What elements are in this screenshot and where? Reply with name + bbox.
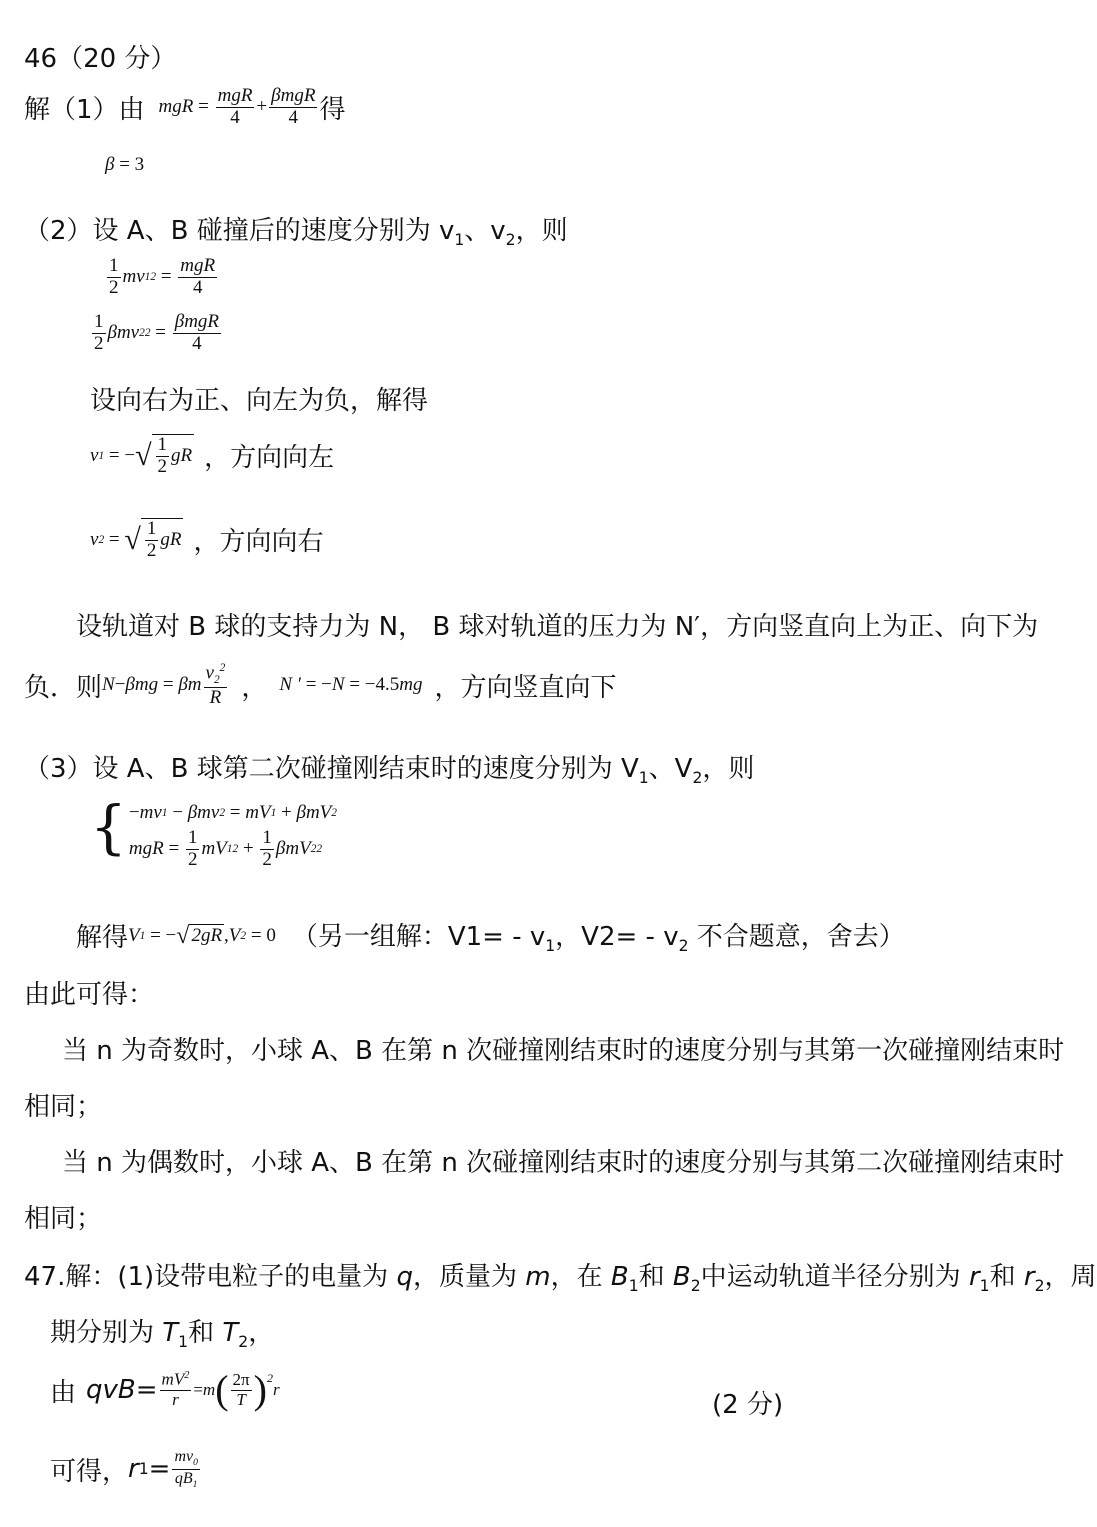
lorentz-equation: qvB = $\frac{mV^2}{r}$ = m ( $\frac{2\pi}{T}$ ) $^2$ r xyxy=(86,1367,280,1412)
reaction-force-equation: N ′ = −N = −4.5mg xyxy=(279,674,423,696)
part1-suffix: 得 xyxy=(319,94,346,125)
kinetic-eq-b: $\frac{1}{2}$ βmv 2 2 = $\frac{\text{βmgR}}{4}$ xyxy=(94,311,220,354)
momentum-equation: − mv 1 − βmv 2 = mV 1 + βmV 2 xyxy=(128,802,337,823)
normal-force-line: 设轨道对 B 球的支持力为 N， B 球对轨道的压力为 N′，方向竖直向上为正、向下为 xyxy=(76,612,1039,642)
v1-direction: ，方向向左 xyxy=(204,443,335,474)
beta-result: β = 3 xyxy=(105,154,145,175)
part3-solution: 解得 V 1 = − √ 2gR , V 2 = 0 （另一组解：$V1= - v_1$，$V2= - v_2$ 不合题意，舍去） xyxy=(76,916,905,955)
v1-formula: v 1 = − √ $\frac{1}{2}$ gR xyxy=(90,434,193,477)
part1-prefix: 解（1）由 xyxy=(24,94,145,125)
conclusion: 由此可得： xyxy=(24,980,155,1010)
lorentz-equation-line: 由 qvB = $\frac{mV^2}{r}$ = m ( $\frac{2\pi}{T}$ ) $^2$ r xyxy=(50,1367,280,1412)
kinetic-eq-a: $\frac{1}{2}$ mv 1 2 = $\frac{\text{mgR}}{4}$ xyxy=(109,255,216,298)
other-solution: （另一组解：$V1= - v_1$，$V2= - v_2$ 不合题意，舍去） xyxy=(291,922,905,956)
sign-convention: 设向右为正、向左为负，解得 xyxy=(90,386,429,416)
collision-system: { − mv 1 − βmv 2 = mV 1 + βmV 2 mgR = $\frac{1}{2}$ mV 1 2 + $\frac{1}{2}$ βmV 2 2 xyxy=(90,793,337,870)
v1-line xyxy=(90,434,334,478)
part3-intro: （3）设 A、B 球第二次碰撞刚结束时的速度分别为 $V_1$、$V_2$，则 xyxy=(24,754,755,788)
even-case-line-1: 当 n 为偶数时，小球 A、B 在第 n 次碰撞刚结束时的速度分别与其第二次碰撞刚结束时 xyxy=(62,1148,1065,1178)
centripetal-equation: N − βmg = βm $\frac{v_2^2}{R}$ xyxy=(102,662,226,708)
problem-47-line-2: 期分别为 $T_1$和 $T_2$， xyxy=(50,1318,275,1352)
v2-direction: ，方向向右 xyxy=(193,527,324,558)
normal-force-direction: ，方向竖直向下 xyxy=(434,672,617,703)
velocity-solution: V 1 = − √ 2gR , V 2 = 0 xyxy=(128,922,276,949)
v2-formula: v 2 = √ $\frac{1}{2}$ gR xyxy=(90,518,182,561)
score-label: (2 分) xyxy=(712,1390,784,1420)
problem-47-line-1: 47.解：(1)设带电粒子的电量为 q，质量为 m，在 $B_1$和 $B_2$中运动轨道半径分别为 $r_1$和 $r_2$，周 xyxy=(24,1262,1097,1296)
energy-conservation-equation: mgR = $\frac{1}{2}$ mV 1 2 + $\frac{1}{2}$ βmV 2 2 xyxy=(128,827,323,870)
normal-force-cont: 负．则 N − βmg = βm $\frac{v_2^2}{R}$ ， N ′ = −N = −4.5mg ，方向竖直向下 xyxy=(24,662,617,708)
v2-line xyxy=(90,518,323,562)
problem-46-title: 46（20 分） xyxy=(24,44,177,74)
radius-formula: r 1 = $\frac{mv_0}{qB_1}$ xyxy=(128,1448,198,1490)
energy-equation: mgR = $\frac{\text{mgR}}{4}$ + $\frac{\text{βmgR}}{4}$ xyxy=(158,85,316,128)
even-case-line-2: 相同； xyxy=(24,1204,103,1234)
part2-intro: （2）设 A、B 碰撞后的速度分别为 $v_1$、$v_2$，则 xyxy=(24,216,568,250)
odd-case-line-1: 当 n 为奇数时，小球 A、B 在第 n 次碰撞刚结束时的速度分别与其第一次碰撞刚结束时 xyxy=(62,1036,1065,1066)
odd-case-line-2: 相同； xyxy=(24,1092,103,1122)
part1-line xyxy=(24,86,345,129)
radius-result-line: 可得， r 1 = $\frac{mv_0}{qB_1}$ xyxy=(50,1448,202,1490)
